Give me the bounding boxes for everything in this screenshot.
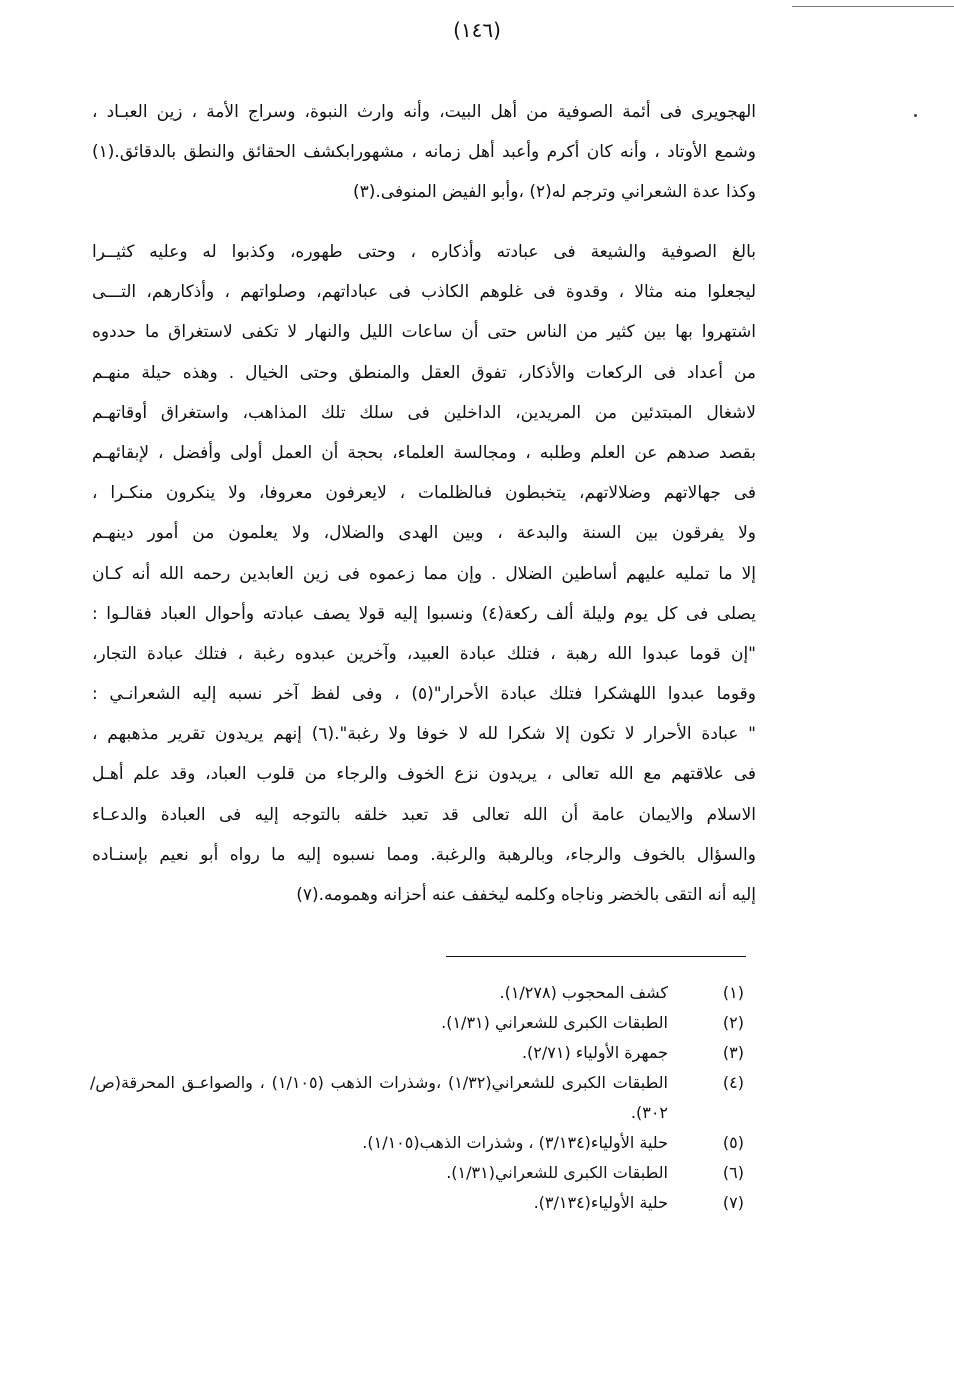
footnote-number: (٢) xyxy=(722,1013,744,1032)
footnote-number: (٧) xyxy=(722,1193,744,1212)
text-line: وقوما عبدوا اللهشكرا فتلك عبادة الأحرار"(٥) ، وفى لفظ آخر نسبه إليه الشعرانـي : xyxy=(92,684,756,705)
footnote-number: (٥) xyxy=(722,1133,744,1152)
footnote-text: حلية الأولياء(٣/١٣٤). xyxy=(533,1193,668,1212)
footnote-text: الطبقات الكبرى للشعراني (١/٣١). xyxy=(441,1013,668,1032)
footnote-number: (٣) xyxy=(722,1043,744,1062)
text-line: وشمع الأوتاد ، وأنه كان أكرم وأعبد أهل زمانه ، مشهورابكشف الحقائق والنطق بالدقائق.(١) xyxy=(92,142,756,163)
text-line: إلا ما تمليه عليهم أساطين الضلال . وإن مما زعموه فى زين العابدين رحمه الله أنه كـان xyxy=(92,563,756,584)
footnote-text: جمهرة الأولياء (٢/٧١). xyxy=(521,1043,668,1062)
footnotes xyxy=(90,978,750,1218)
page-number: (١٤٦) xyxy=(453,18,501,42)
text-line: ولا يفرقون بين السنة والبدعة ، وبين الهدى والضلال، ولا يعلمون من أمور دينهـم xyxy=(92,523,756,544)
footnote-item xyxy=(90,1128,750,1158)
text-line: اشتهروا بها بين كثير من الناس حتى أن ساعات الليل والنهار لا تكفى لاستغراق ما حددوه xyxy=(92,322,756,343)
text-line: بالغ الصوفية والشيعة فى عبادته وأذكاره ، وحتى طهوره، وكذبوا له وعليه كثيــرا xyxy=(92,242,756,262)
footnote-number: (١) xyxy=(722,983,744,1002)
footnote-text: حلية الأولياء(٣/١٣٤) ، وشذرات الذهب(١/١٠٥). xyxy=(362,1133,668,1152)
footnote-text: الطبقات الكبرى للشعراني(١/٣٢) ،وشذرات الذهب (١/١٠٥) ، والصواعـق المحرقة(ص/٣٠٢). xyxy=(90,1073,668,1122)
footnote-text: كشف المحجوب (١/٢٧٨). xyxy=(499,983,668,1002)
paragraph-intro xyxy=(92,92,756,213)
text-line: " عبادة الأحرار لا تكون إلا شكرا لله لا خوفا ولا رغبة".(٦) إنهم يريدون تقرير مذهبهم ، xyxy=(92,724,756,745)
text-line: فى جهالاتهم وضلالاتهم، يتخبطون فىالظلمات ، لايعرفون معروفا، ولا ينكرون منكـرا ، xyxy=(92,483,756,504)
footnote-item xyxy=(90,1008,750,1038)
footnote-number: (٦) xyxy=(722,1163,744,1182)
top-border-line xyxy=(792,6,954,7)
footnote-text: الطبقات الكبرى للشعراني(١/٣١). xyxy=(446,1163,668,1182)
text-line: من أعداد فى الركعات والأذكار، تفوق العقل والمنطق وحتى الخيال . وهذه حيلة منهـم xyxy=(92,362,756,383)
text-line: يصلى فى كل يوم وليلة ألف ركعة(٤) ونسبوا إليه قولا يصف عبادته وأحوال العباد فقالـوا : xyxy=(92,603,756,624)
text-line: إليه أنه التقى بالخضر وناجاه وكلمه ليخفف عنه أحزانه وهمومه.(٧) xyxy=(296,885,756,905)
text-line: بقصد صدهم عن العلم وطلبه ، ومجالسة العلماء، بحجة أن العمل أولى وأفضل ، لإبقائهـم xyxy=(92,442,756,463)
text-line: فى علاقتهم مع الله تعالى ، يريدون نزع الخوف والرجاء من قلوب العباد، وقد علم أهـل xyxy=(92,764,756,785)
text-line: الهجويرى فى أئمة الصوفية من أهل البيت، وأنه وارث النبوة، وسراج الأمة ، زين العبـاد ، xyxy=(92,102,756,122)
footnote-item xyxy=(90,1158,750,1188)
footnote-separator xyxy=(446,956,746,957)
footnote-item xyxy=(90,1068,750,1128)
text-line: وكذا عدة الشعراني وترجم له(٢) ،وأبو الفيض المنوفى.(٣) xyxy=(352,182,756,203)
footnote-number: (٤) xyxy=(722,1073,744,1092)
text-line: الاسلام والايمان عامة أن الله تعالى قد تعبد خلقه بالتوجه إليه فى العبادة والدعـاء xyxy=(92,804,756,825)
text-line: والسؤال بالخوف والرجاء، وبالرهبة والرغبة. ومما نسبوه إليه ما رواه أبو نعيم بإسنـاده xyxy=(92,844,756,865)
footnote-item xyxy=(90,1188,750,1218)
text-line: ليجعلوا منه مثالا ، وقدوة فى غلوهم الكاذب فى عباداتهم، وصلواتهم ، وأذكارهم، التـــى xyxy=(92,282,756,303)
margin-dot xyxy=(914,114,917,117)
text-line: لاشغال المبتدئين من المريدين، الداخلين فى سلك تلك المذاهب، واستغراق أوقاتهـم xyxy=(92,402,756,423)
footnote-item xyxy=(90,978,750,1008)
paragraph-main xyxy=(92,232,756,915)
footnote-item xyxy=(90,1038,750,1068)
text-line: "إن قوما عبدوا الله رهبة ، فتلك عبادة العبيد، وآخرين عبدوه رغبة ، فتلك عبادة التجار، xyxy=(92,643,756,664)
